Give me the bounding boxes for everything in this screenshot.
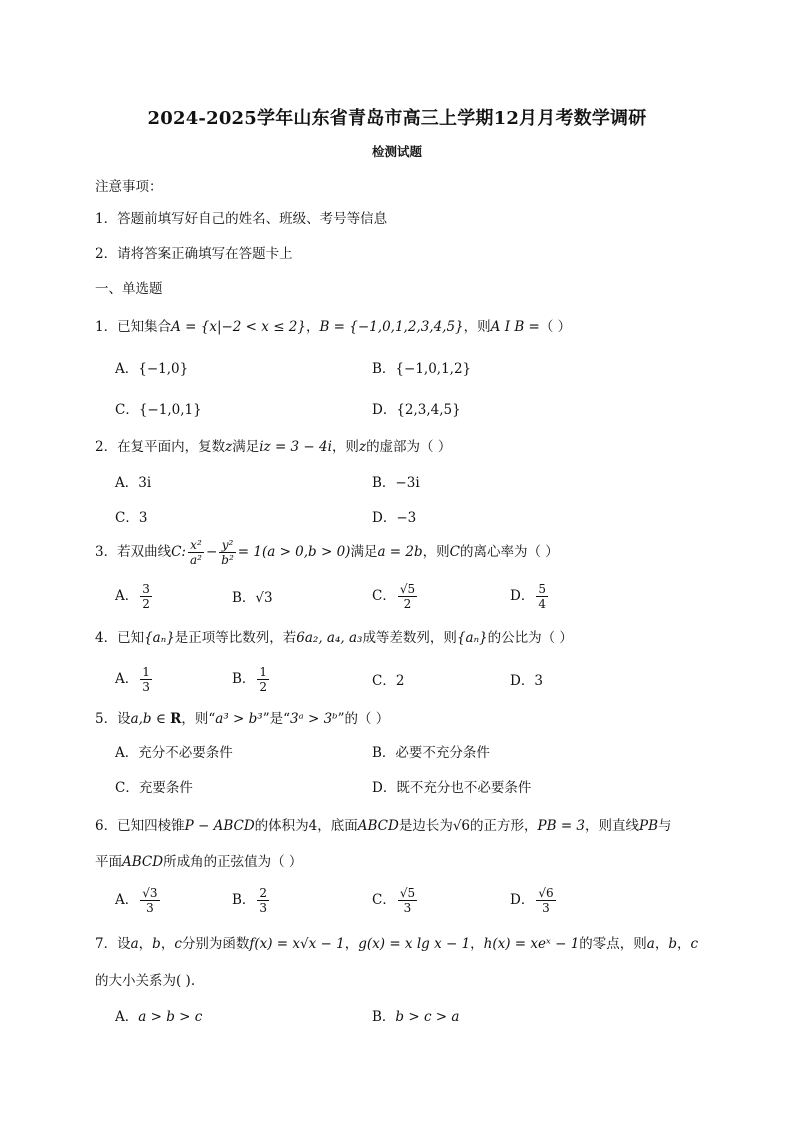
q5-option-b[interactable] xyxy=(372,744,490,762)
option-label: B． xyxy=(232,590,256,606)
q5-text: ，则“ xyxy=(181,711,216,727)
fraction-numerator: √3 xyxy=(142,886,158,900)
q1-option-a[interactable] xyxy=(115,360,188,378)
option-fraction xyxy=(140,665,152,694)
option-text: 充分不必要条件 xyxy=(138,745,233,761)
q3-equation: a = 2b xyxy=(377,544,423,560)
q7-sep: ， xyxy=(160,936,175,952)
option-label: B． xyxy=(372,361,396,377)
q7-var: c xyxy=(690,936,699,952)
q7-sep: ， xyxy=(677,936,691,952)
q5-condition-1: a³ > b³ xyxy=(215,711,263,727)
option-text: {−1,0,1} xyxy=(138,402,202,418)
fraction-numerator: 2 xyxy=(259,886,268,900)
q3-fraction-y xyxy=(219,538,236,567)
q2-option-d[interactable] xyxy=(372,509,416,527)
option-label: B． xyxy=(372,475,396,491)
q3-text: 的离心率为（ ） xyxy=(459,544,559,560)
q4-text: 的公比为（ ） xyxy=(487,630,573,646)
fraction-denominator: b² xyxy=(221,553,234,567)
q3-option-d[interactable] xyxy=(510,582,550,611)
q1-set-b: B = {−1,0,1,2,3,4,5} xyxy=(319,319,464,335)
option-fraction xyxy=(140,886,159,915)
q2-var-z: z xyxy=(358,439,367,455)
option-text: −3 xyxy=(396,510,417,526)
q7-sep: ， xyxy=(470,936,484,952)
q6-text: 是边长为 xyxy=(398,818,453,834)
option-text: 2 xyxy=(395,673,405,689)
fraction-numerator: 5 xyxy=(538,582,546,596)
q6-option-a[interactable] xyxy=(115,886,162,915)
question-2-stem xyxy=(95,438,451,456)
q4-sequence: {aₙ} xyxy=(456,630,488,646)
q6-text: 与 xyxy=(658,818,672,834)
option-label: B． xyxy=(232,671,256,687)
option-fraction xyxy=(257,665,269,694)
q3-condition: = 1(a > 0,b > 0) xyxy=(237,544,351,560)
option-label: A． xyxy=(115,588,139,604)
option-fraction xyxy=(398,582,417,611)
q6-text: 6．已知四棱锥 xyxy=(95,818,185,834)
option-fraction xyxy=(536,886,555,915)
q3-curve-ref: C xyxy=(449,544,460,560)
option-text: 3 xyxy=(138,510,148,526)
option-fraction xyxy=(536,582,548,611)
option-label: D． xyxy=(510,673,535,689)
q2-option-c[interactable] xyxy=(115,509,147,527)
option-label: C． xyxy=(372,673,396,689)
q7-sep: ， xyxy=(344,936,359,952)
q6-option-d[interactable] xyxy=(510,886,558,915)
option-label: A． xyxy=(115,671,139,687)
option-text: √3 xyxy=(255,590,273,606)
option-text: b > c > a xyxy=(395,1009,460,1025)
q5-option-a[interactable] xyxy=(115,744,233,762)
question-6-stem-line-2 xyxy=(95,853,302,871)
question-4-stem xyxy=(95,629,573,647)
q1-answer-paren: （ ） xyxy=(539,319,572,335)
option-label: A． xyxy=(115,892,139,908)
q1-expression: A I B = xyxy=(490,319,540,335)
page-subtitle: 检测试题 xyxy=(371,144,422,159)
fraction-denominator: 2 xyxy=(142,597,150,611)
q6-text: 所成角的正弦值为（ ） xyxy=(163,854,303,870)
q2-text: ，则 xyxy=(331,439,359,455)
q3-curve-label: C: xyxy=(171,544,186,560)
option-text: 必要不充分条件 xyxy=(395,745,490,761)
q3-option-a[interactable] xyxy=(115,582,154,611)
q2-var-z: z xyxy=(225,439,233,455)
fraction-numerator: √5 xyxy=(399,582,416,596)
q5-real-set: R xyxy=(170,711,182,727)
q7-text: 7．设 xyxy=(95,936,131,952)
q4-terms: 6a₂, a₄, a₃ xyxy=(296,630,363,646)
option-fraction xyxy=(398,886,417,915)
q6-pb: PB = 3 xyxy=(537,818,586,834)
q3-minus: − xyxy=(205,544,218,560)
option-label: D． xyxy=(372,510,397,526)
option-label: A． xyxy=(115,361,139,377)
option-label: B． xyxy=(232,892,256,908)
option-label: A． xyxy=(115,745,139,761)
q5-text: ”是“ xyxy=(262,711,291,727)
fraction-numerator: √5 xyxy=(399,886,416,900)
fraction-denominator: 3 xyxy=(259,901,268,915)
option-label: D． xyxy=(372,402,397,418)
question-1-stem xyxy=(95,318,571,336)
q6-plane: ABCD xyxy=(122,854,164,870)
q2-option-a[interactable] xyxy=(115,474,151,492)
q3-text: 满足 xyxy=(350,544,378,560)
q6-option-c[interactable] xyxy=(372,886,419,915)
q2-option-b[interactable] xyxy=(372,474,420,492)
q7-var: b xyxy=(668,936,678,952)
option-text: 充要条件 xyxy=(138,780,193,796)
q6-line: PB xyxy=(639,818,659,834)
q5-condition-2: 3ᵃ > 3ᵇ xyxy=(290,711,338,727)
option-label: D． xyxy=(510,588,535,604)
q1-text-post: ，则 xyxy=(463,319,491,335)
q4-text: 是正项等比数列，若 xyxy=(174,630,297,646)
q5-text: ”的（ ） xyxy=(337,711,390,727)
q7-option-a[interactable] xyxy=(115,1008,202,1026)
fraction-denominator: 2 xyxy=(259,680,268,694)
fraction-denominator: 3 xyxy=(403,901,412,915)
section-heading: 一、单选题 xyxy=(95,281,163,297)
option-label: B． xyxy=(372,1009,396,1025)
q7-var: a xyxy=(130,936,139,952)
option-label: C． xyxy=(115,402,139,418)
q6-text: ，则直线 xyxy=(585,818,640,834)
q7-option-b[interactable] xyxy=(372,1008,459,1026)
q6-text: 平面 xyxy=(95,854,122,870)
q3-option-c[interactable] xyxy=(372,582,419,611)
q5-text: 5．设 xyxy=(95,711,131,727)
note-item-2: 2．请将答案正确填写在答题卡上 xyxy=(95,246,293,262)
q4-option-c[interactable] xyxy=(372,672,404,690)
q5-option-c[interactable] xyxy=(115,779,193,797)
option-text: 既不充分也不必要条件 xyxy=(396,780,532,796)
q7-sep: ， xyxy=(654,936,669,952)
q1-set-a: A = {x|−2 < x ≤ 2} xyxy=(171,319,306,335)
q1-option-d[interactable] xyxy=(372,401,461,419)
fraction-numerator: √6 xyxy=(538,886,554,900)
q4-text: 成等差数列，则 xyxy=(362,630,457,646)
fraction-numerator: y² xyxy=(219,538,236,553)
option-label: D． xyxy=(372,780,397,796)
q7-text: 分别为函数 xyxy=(181,936,250,952)
fraction-numerator: 1 xyxy=(142,665,150,679)
page-title: 2024-2025学年山东省青岛市高三上学期12月月考数学调研 xyxy=(147,108,647,129)
q7-function-f: f(x) = x√x − 1 xyxy=(249,936,345,952)
q7-var: b xyxy=(152,936,161,952)
fraction-denominator: 4 xyxy=(538,597,546,611)
question-5-stem xyxy=(95,710,389,728)
q6-side: √6 xyxy=(452,818,471,834)
q2-equation: iz = 3 − 4i xyxy=(259,439,332,455)
fraction-denominator: 3 xyxy=(142,680,150,694)
option-fraction xyxy=(257,886,269,915)
q4-sequence: {aₙ} xyxy=(144,630,175,646)
q2-text: 满足 xyxy=(232,439,260,455)
option-label: B． xyxy=(372,745,396,761)
q7-text: 的零点，则 xyxy=(579,936,647,952)
q3-text: ，则 xyxy=(422,544,450,560)
q2-text: 的虚部为（ ） xyxy=(366,439,452,455)
option-label: A． xyxy=(115,475,139,491)
option-label: C． xyxy=(115,510,139,526)
q7-function-h: h(x) = xeˣ − 1 xyxy=(483,936,580,952)
q4-option-d[interactable] xyxy=(510,672,543,690)
option-text: −3i xyxy=(395,475,420,491)
fraction-denominator: 2 xyxy=(403,597,412,611)
question-6-stem xyxy=(95,817,672,835)
question-3-stem xyxy=(95,538,559,567)
q7-var: a xyxy=(646,936,655,952)
q6-option-b[interactable] xyxy=(232,886,271,915)
q7-function-g: g(x) = x lg x − 1 xyxy=(358,936,471,952)
q3-option-b[interactable] xyxy=(232,589,273,607)
option-label: C． xyxy=(115,780,139,796)
option-label: C． xyxy=(372,588,396,604)
fraction-denominator: 3 xyxy=(146,901,154,915)
q6-text: 的体积为4，底面 xyxy=(254,818,358,834)
fraction-denominator: 3 xyxy=(542,901,550,915)
fraction-denominator: a² xyxy=(189,553,202,567)
note-item-1: 1．答题前填写好自己的姓名、班级、考号等信息 xyxy=(95,211,388,227)
option-text: {2,3,4,5} xyxy=(396,402,461,418)
q1-option-b[interactable] xyxy=(372,360,471,378)
option-label: A． xyxy=(115,1009,139,1025)
q7-var: c xyxy=(174,936,182,952)
q1-option-c[interactable] xyxy=(115,401,202,419)
q3-fraction-x xyxy=(188,538,204,567)
question-7-stem-line-2: 的大小关系为( ). xyxy=(95,973,196,989)
q4-option-a[interactable] xyxy=(115,665,154,694)
fraction-numerator: x² xyxy=(188,538,204,553)
option-text: a > b > c xyxy=(138,1009,203,1025)
q4-option-b[interactable] xyxy=(232,665,271,694)
q6-text: 的正方形， xyxy=(470,818,538,834)
notes-heading: 注意事项： xyxy=(95,179,163,195)
option-fraction xyxy=(140,582,152,611)
q1-comma: ， xyxy=(305,319,320,335)
option-text: 3 xyxy=(534,673,543,689)
q6-pyramid: P − ABCD xyxy=(184,818,255,834)
fraction-numerator: 3 xyxy=(142,582,150,596)
q5-option-d[interactable] xyxy=(372,779,531,797)
question-7-stem xyxy=(95,935,698,953)
q1-text: 1．已知集合 xyxy=(95,319,172,335)
q3-text: 3．若双曲线 xyxy=(95,544,172,560)
option-label: D． xyxy=(510,892,535,908)
q2-text: 2．在复平面内，复数 xyxy=(95,439,226,455)
q4-text: 4．已知 xyxy=(95,630,145,646)
option-text: {−1,0,1,2} xyxy=(395,361,472,377)
option-text: {−1,0} xyxy=(138,361,189,377)
option-label: C． xyxy=(372,892,396,908)
fraction-numerator: 1 xyxy=(259,665,268,679)
option-text: 3i xyxy=(138,475,152,491)
q5-vars: a,b ∈ xyxy=(130,711,171,727)
q7-sep: ， xyxy=(138,936,153,952)
q6-base: ABCD xyxy=(357,818,399,834)
